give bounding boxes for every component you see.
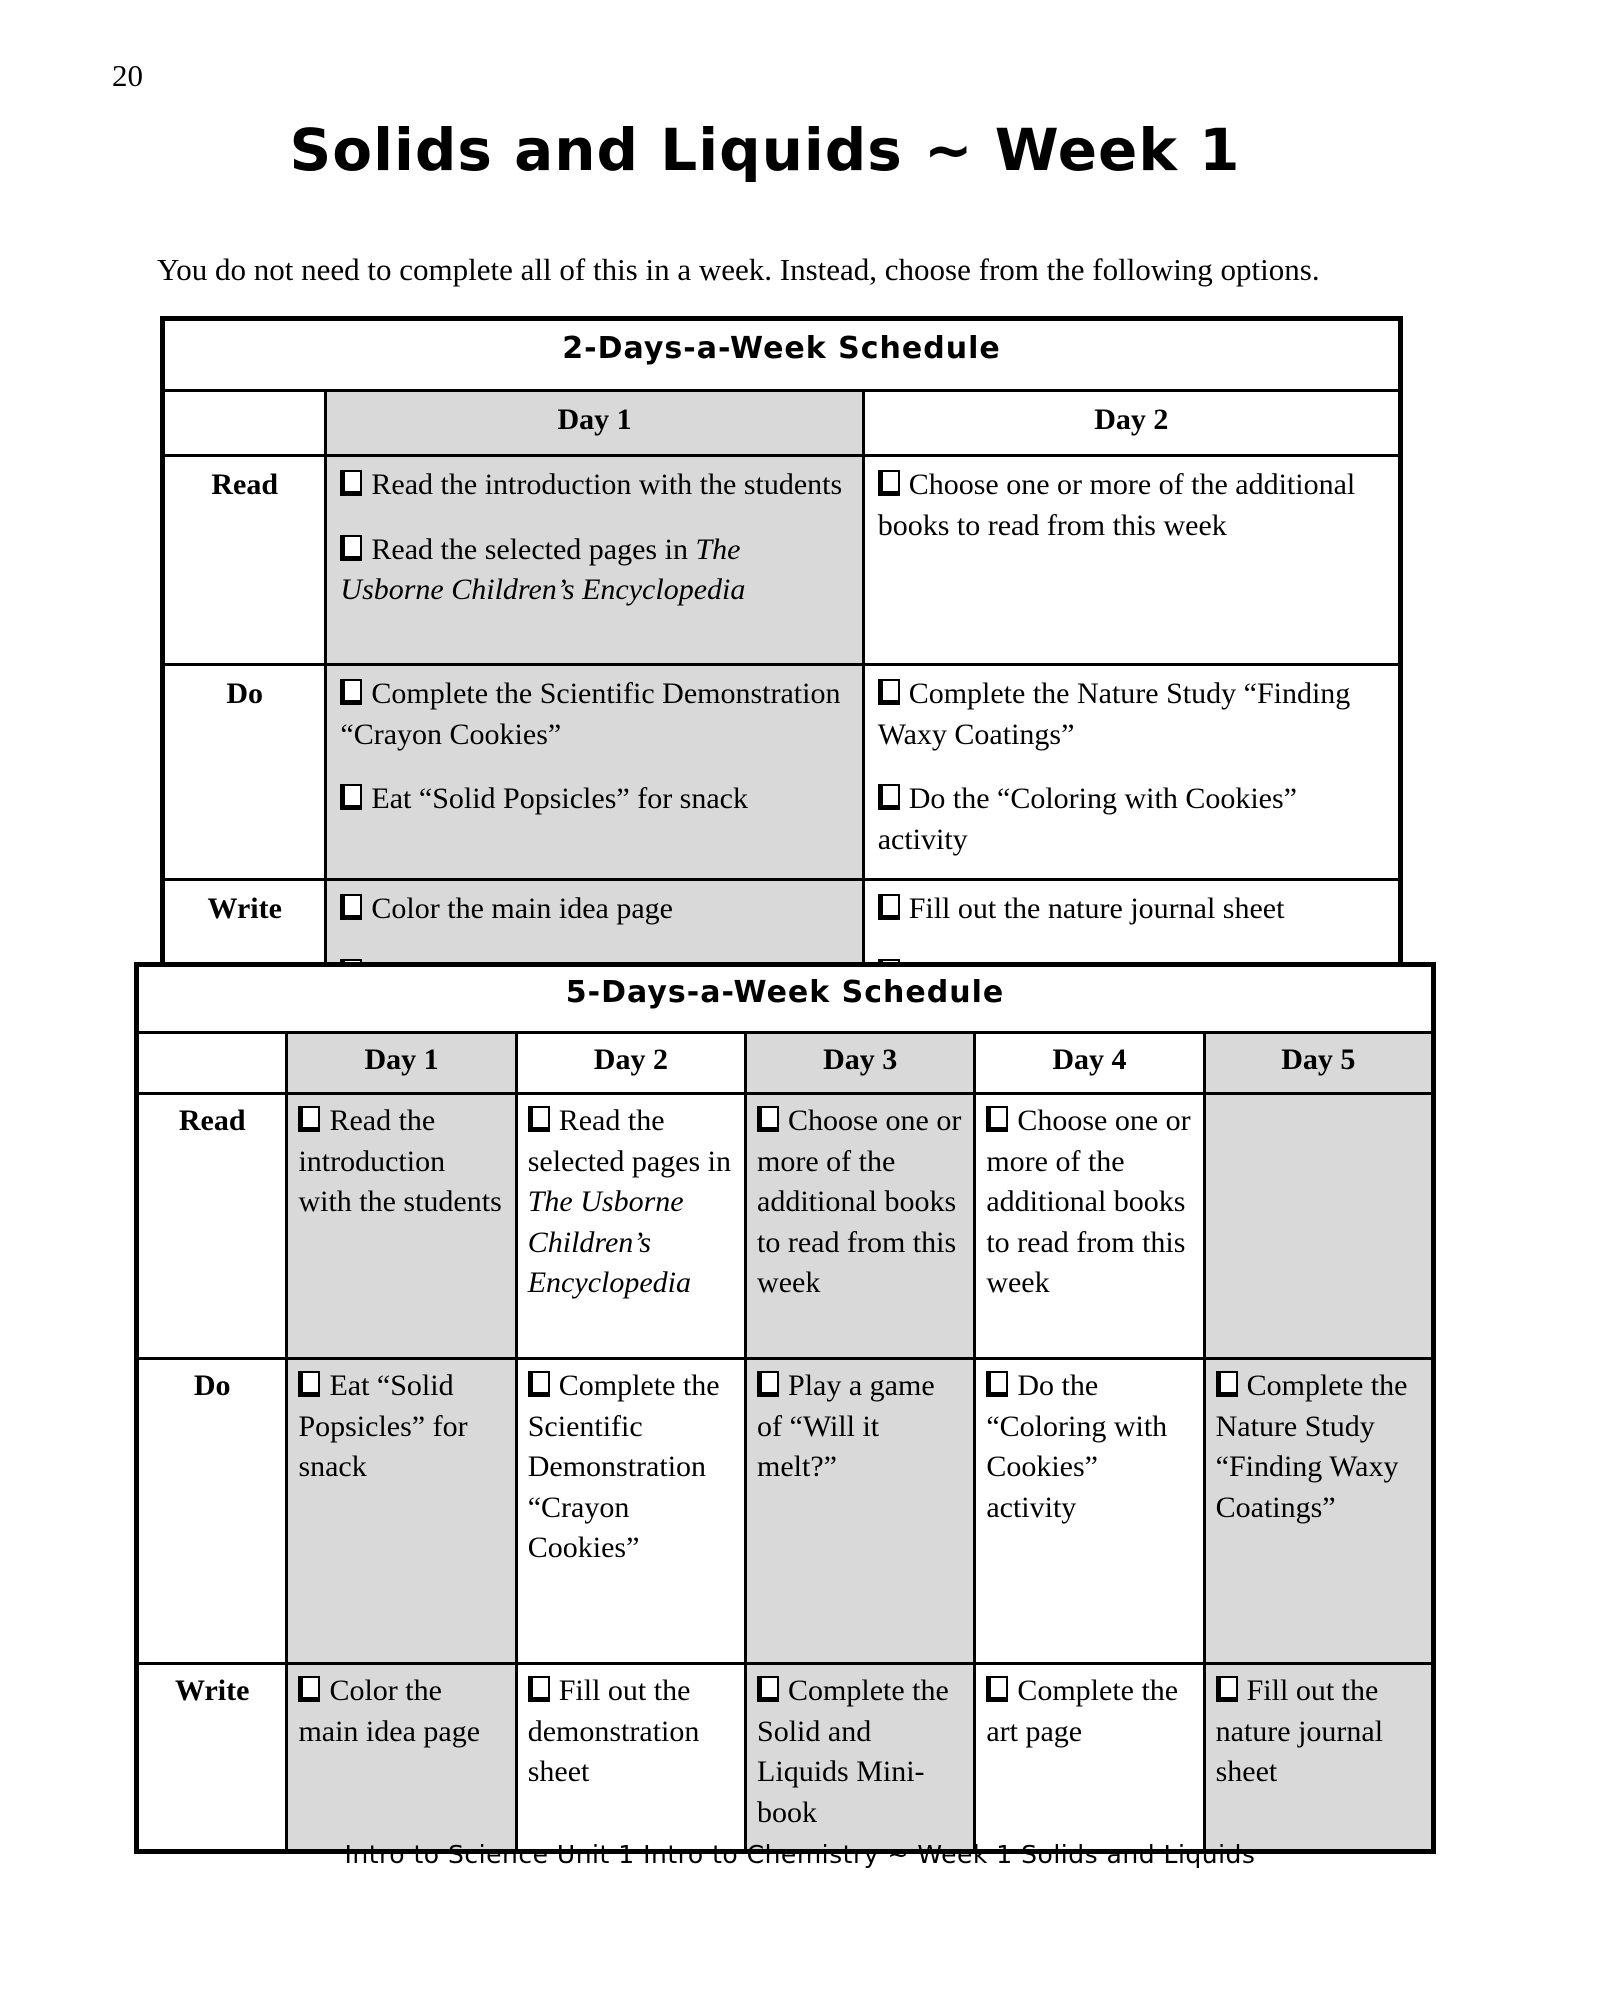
row-label: Read xyxy=(137,1094,287,1359)
checkbox-icon xyxy=(340,784,362,810)
five-days-schedule-section xyxy=(134,962,1436,1854)
row-label: Do xyxy=(137,1359,287,1664)
schedule-cell xyxy=(863,665,1400,880)
checklist-item xyxy=(986,1366,1192,1528)
schedule-cell xyxy=(326,665,863,880)
item-text: Read the selected pages in xyxy=(527,1104,731,1178)
checklist-item xyxy=(757,1101,963,1304)
schedule-cell xyxy=(1204,1359,1433,1664)
row-label: Write xyxy=(163,880,326,1005)
checkbox-icon xyxy=(528,1371,550,1397)
checkbox-icon xyxy=(757,1106,779,1132)
checklist-item xyxy=(757,1671,963,1833)
row-label: Read xyxy=(163,456,326,665)
checklist-item xyxy=(340,889,848,930)
item-text: Play a game of “Will it melt?” xyxy=(757,1369,935,1483)
checklist-item xyxy=(340,779,848,820)
checkbox-icon xyxy=(986,1106,1008,1132)
item-text: Complete the Nature Study “Finding Waxy Coatings” xyxy=(877,677,1351,751)
checklist-item xyxy=(986,1101,1192,1304)
checklist-item xyxy=(528,1366,734,1569)
checkbox-icon xyxy=(298,1371,320,1397)
item-text: Read the introduction with the students xyxy=(298,1104,502,1218)
checklist-item xyxy=(340,465,848,506)
table-title: 2-Days-a-Week Schedule xyxy=(163,319,1401,391)
book-title-text: The Usborne Children’s Encyclopedia xyxy=(340,532,746,606)
item-text: Read the introduction with the students xyxy=(371,468,843,501)
checkbox-icon xyxy=(298,1676,320,1702)
item-text: Choose one or more of the additional books to read from this week xyxy=(757,1104,962,1299)
schedule-cell xyxy=(746,1664,975,1852)
day-header: Day 2 xyxy=(863,391,1400,456)
checkbox-icon xyxy=(878,894,900,920)
checkbox-icon xyxy=(878,679,900,705)
schedule-cell xyxy=(1204,1664,1433,1852)
checklist-item xyxy=(986,1671,1192,1752)
item-text: Eat “Solid Popsicles” for snack xyxy=(298,1369,468,1483)
intro-text: You do not need to complete all of this in a week. Instead, choose from the following options. xyxy=(157,252,1320,287)
two-days-schedule-table xyxy=(160,316,1403,1007)
checkbox-icon xyxy=(298,1106,320,1132)
page-title: Solids and Liquids ~ Week 1 xyxy=(289,116,1241,184)
item-text: Do the “Coloring with Cookies” activity xyxy=(986,1369,1168,1524)
day-header: Day 3 xyxy=(746,1033,975,1094)
checklist-item xyxy=(528,1671,734,1793)
item-text: Complete the Scientific Demonstration “Crayon Cookies” xyxy=(340,677,841,751)
checkbox-icon xyxy=(340,535,362,561)
checklist-item xyxy=(878,674,1385,755)
checklist-item xyxy=(298,1101,504,1223)
item-text: Complete the Scientific Demonstration “Crayon Cookies” xyxy=(527,1369,720,1564)
checklist-item xyxy=(878,889,1385,930)
day-header: Day 1 xyxy=(287,1033,516,1094)
checklist-item xyxy=(340,674,848,755)
schedule-cell xyxy=(1204,1094,1433,1359)
item-text: Do the “Coloring with Cookies” activity xyxy=(877,782,1297,856)
item-text: Fill out the nature journal sheet xyxy=(1215,1674,1384,1788)
blank-header-cell xyxy=(137,1033,287,1094)
checkbox-icon xyxy=(986,1676,1008,1702)
checklist-item xyxy=(878,779,1385,860)
row-label: Do xyxy=(163,665,326,880)
checkbox-icon xyxy=(340,679,362,705)
checkbox-icon xyxy=(1216,1676,1238,1702)
item-text: Fill out the nature journal sheet xyxy=(908,892,1285,925)
five-days-schedule-table xyxy=(134,962,1436,1854)
schedule-cell xyxy=(863,456,1400,665)
schedule-cell xyxy=(287,1664,516,1852)
book-title-text: The Usborne Children’s Encyclopedia xyxy=(527,1185,691,1299)
item-text: Choose one or more of the additional books to read from this week xyxy=(986,1104,1191,1299)
page-footer: Intro to Science Unit 1 Intro to Chemistry ~ Week 1 Solids and Liquids xyxy=(344,1840,1256,1869)
schedule-cell xyxy=(287,1094,516,1359)
item-text: Complete the Nature Study “Finding Waxy Coatings” xyxy=(1215,1369,1408,1524)
checkbox-icon xyxy=(528,1106,550,1132)
checkbox-icon xyxy=(1216,1371,1238,1397)
two-days-schedule-section xyxy=(160,316,1403,1007)
day-header: Day 2 xyxy=(516,1033,745,1094)
schedule-cell xyxy=(746,1359,975,1664)
item-text: Fill out the demonstration sheet xyxy=(527,1674,700,1788)
schedule-cell xyxy=(326,456,863,665)
checkbox-icon xyxy=(340,894,362,920)
checklist-item xyxy=(1216,1366,1421,1528)
item-text: Complete the art page xyxy=(986,1674,1179,1748)
table-title: 5-Days-a-Week Schedule xyxy=(137,965,1434,1033)
schedule-cell xyxy=(516,1359,745,1664)
schedule-cell xyxy=(746,1094,975,1359)
item-text: Color the main idea page xyxy=(371,892,673,925)
page-number: 20 xyxy=(112,58,143,93)
checklist-item xyxy=(298,1671,504,1752)
checklist-item xyxy=(528,1101,734,1304)
checkbox-icon xyxy=(878,784,900,810)
schedule-cell xyxy=(516,1664,745,1852)
item-text: Choose one or more of the additional books to read from this week xyxy=(877,468,1356,542)
day-header: Day 4 xyxy=(975,1033,1204,1094)
checkbox-icon xyxy=(340,470,362,496)
checklist-item xyxy=(340,530,848,611)
schedule-cell xyxy=(975,1359,1204,1664)
checklist-item xyxy=(757,1366,963,1488)
day-header: Day 5 xyxy=(1204,1033,1433,1094)
checkbox-icon xyxy=(878,470,900,496)
blank-header-cell xyxy=(163,391,326,456)
schedule-cell xyxy=(975,1664,1204,1852)
row-label: Write xyxy=(137,1664,287,1852)
checkbox-icon xyxy=(757,1371,779,1397)
item-text: Eat “Solid Popsicles” for snack xyxy=(371,782,748,815)
schedule-cell xyxy=(287,1359,516,1664)
item-text: Color the main idea page xyxy=(298,1674,481,1748)
schedule-cell xyxy=(975,1094,1204,1359)
day-header: Day 1 xyxy=(326,391,863,456)
checkbox-icon xyxy=(757,1676,779,1702)
checklist-item xyxy=(298,1366,504,1488)
checkbox-icon xyxy=(986,1371,1008,1397)
checklist-item xyxy=(878,465,1385,546)
item-text: Complete the Solid and Liquids Mini-book xyxy=(757,1674,949,1829)
checkbox-icon xyxy=(528,1676,550,1702)
item-text: Read the selected pages in xyxy=(371,532,696,566)
schedule-cell xyxy=(516,1094,745,1359)
checklist-item xyxy=(1216,1671,1421,1793)
